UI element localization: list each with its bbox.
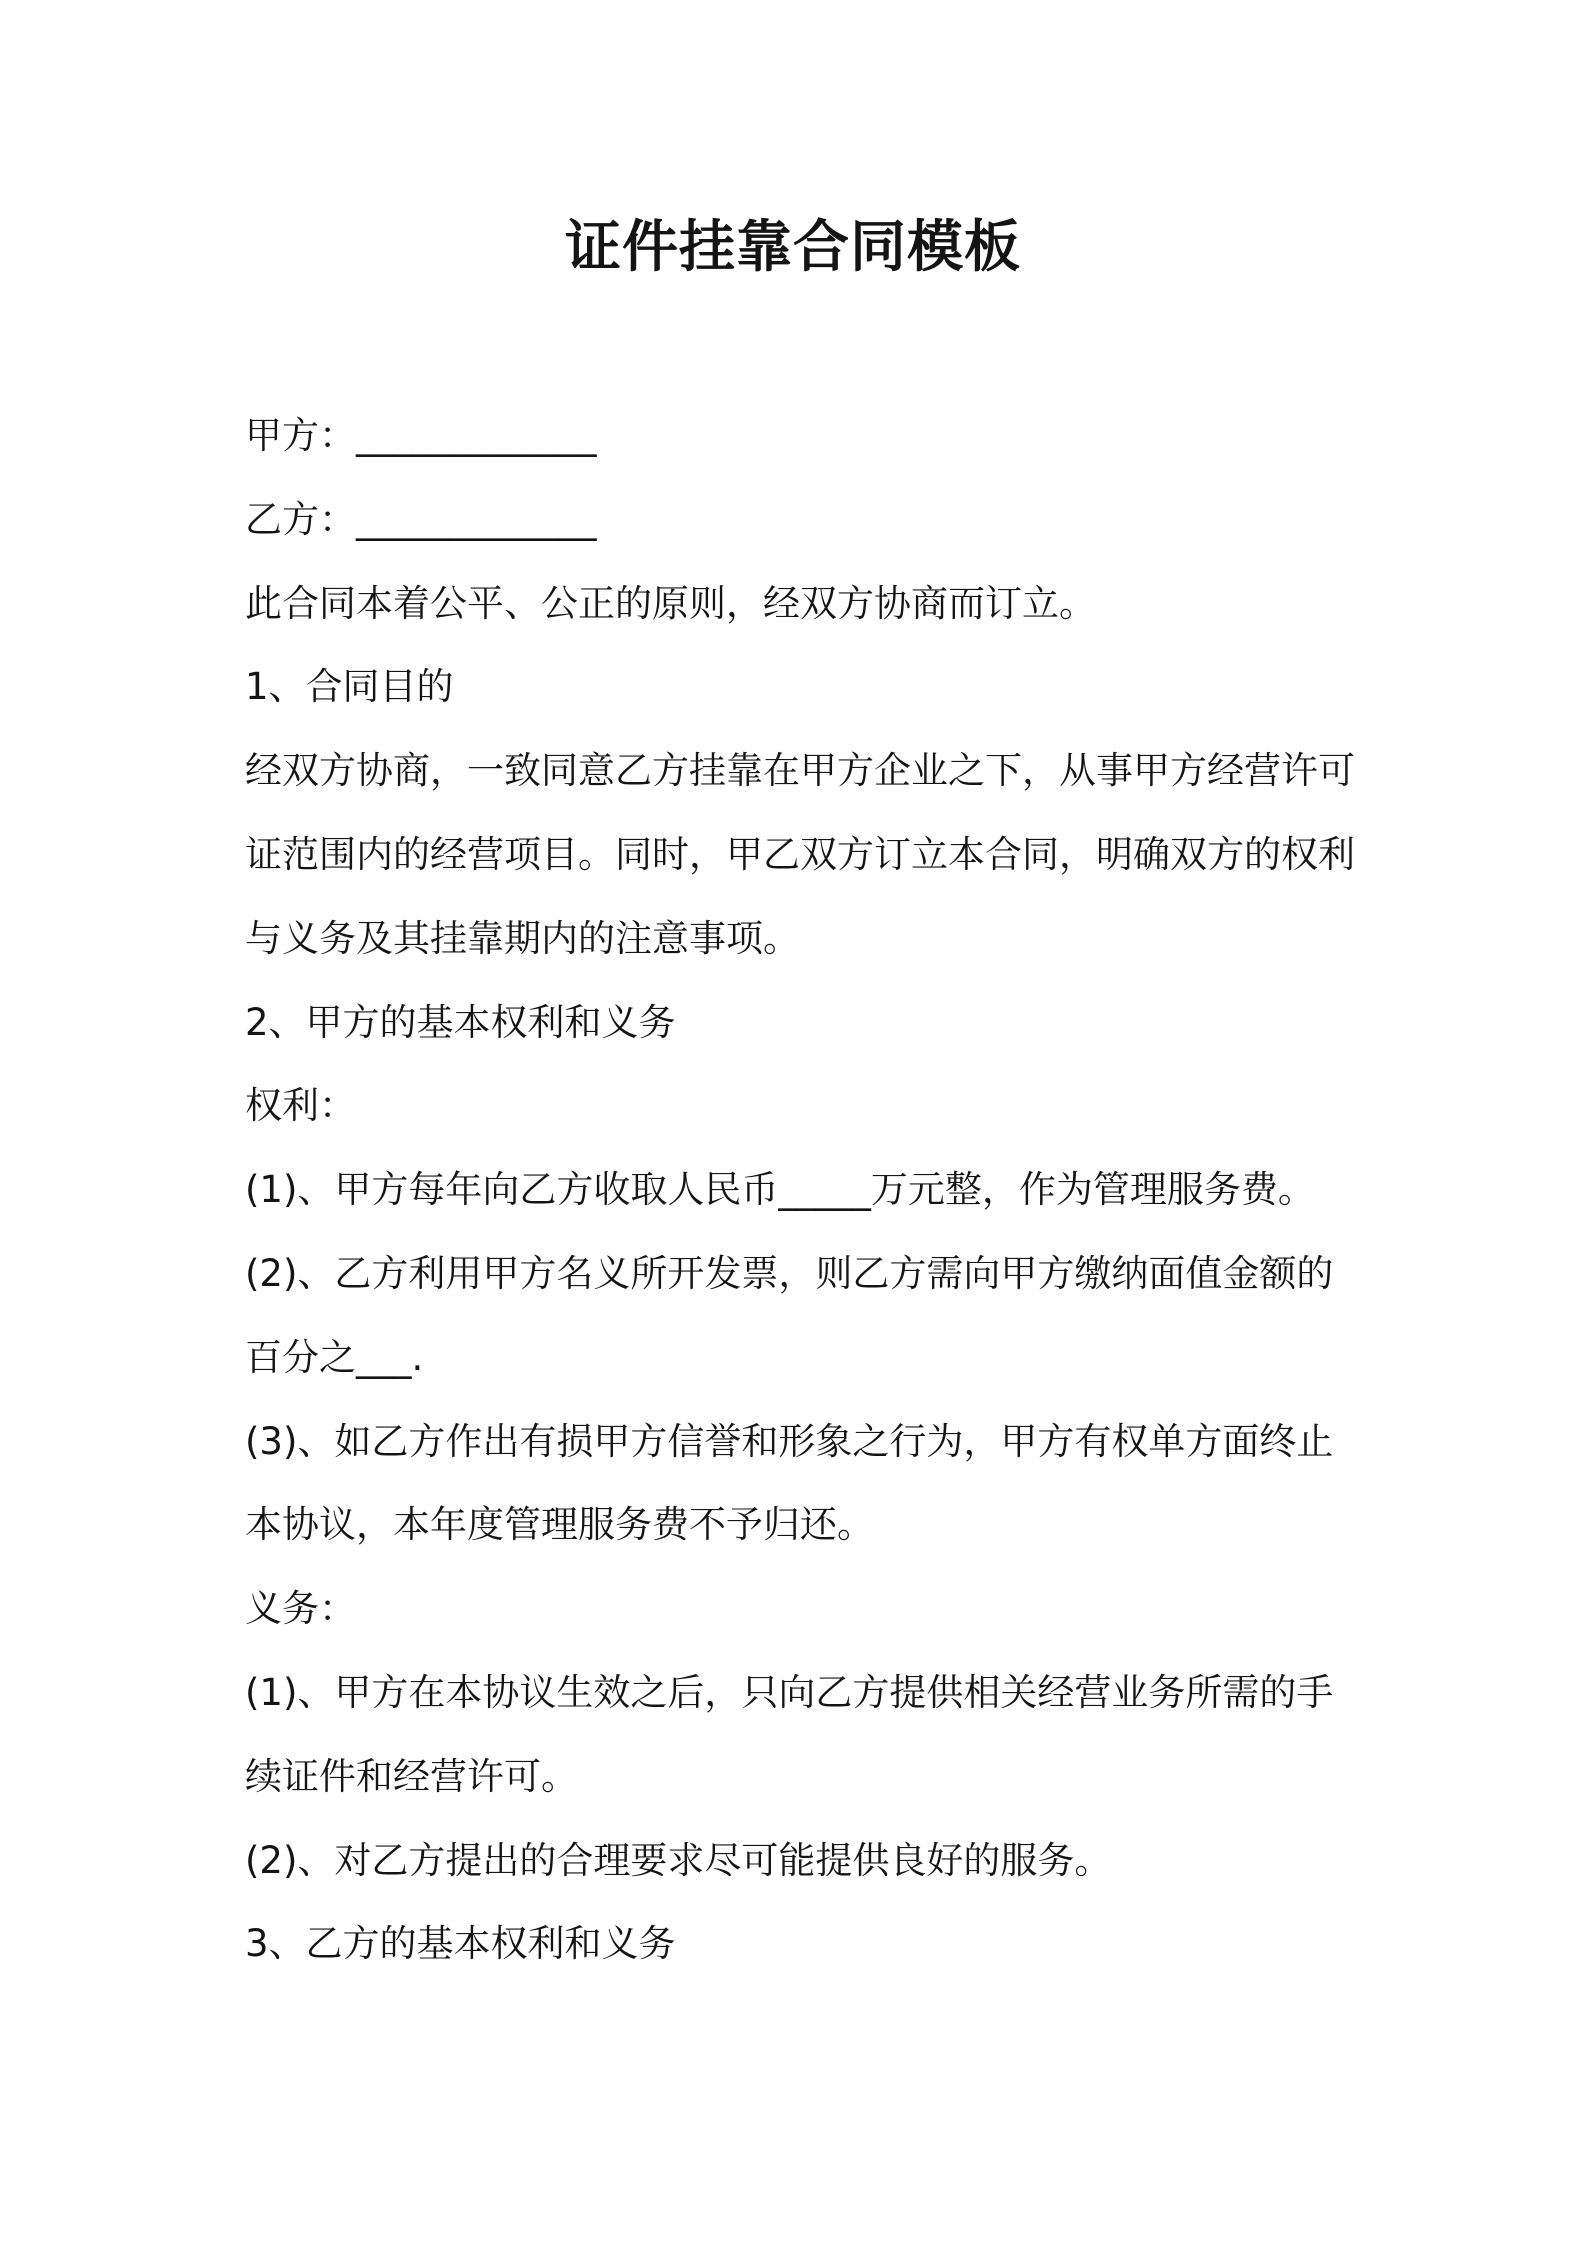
party-b-line [245,478,1445,562]
rights-item-line: (2)、乙方利用甲方名义所开发票，则乙方需向甲方缴纳面值金额的 [245,1251,1334,1295]
rights-item [245,1400,1445,1568]
duties-label: 义务： [245,1587,356,1631]
duties-item-line: (1)、甲方在本协议生效之后，只向乙方提供相关经营业务所需的手 [245,1670,1334,1714]
section-1-body-line: 经双方协商，一致同意乙方挂靠在甲方企业之下，从事甲方经营许可 [245,749,1355,793]
duties-item [245,1819,1445,1903]
section-1-body-line: 与义务及其挂靠期内的注意事项。 [245,916,800,960]
section-3 [245,1902,1445,1986]
rights-item-line: (3)、如乙方作出有损甲方信誉和形象之行为，甲方有权单方面终止 [245,1419,1334,1463]
section-1 [245,645,1445,980]
rights-item-line: 本协议，本年度管理服务费不予归还。 [245,1503,874,1547]
rights-item-line: 百分之___. [245,1335,424,1379]
preamble: 此合同本着公平、公正的原则，经双方协商而订立。 [245,581,1096,625]
section-2 [245,981,1445,1903]
duties-item-line: 续证件和经营许可。 [245,1754,578,1798]
section-1-body-line: 证范围内的经营项目。同时，甲乙双方订立本合同，明确双方的权利 [245,832,1355,876]
party-a-blank: _____________ [356,414,597,457]
document-title: 证件挂靠合同模板 [565,215,1021,280]
party-a-line [245,394,1445,478]
party-a-label: 甲方： [245,414,356,457]
duties-item-line: (2)、对乙方提出的合理要求尽可能提供良好的服务。 [245,1838,1112,1882]
party-b-label: 乙方： [245,497,356,541]
rights-item [245,1148,1445,1232]
document-body [245,394,1445,1986]
rights-item [245,1232,1445,1400]
rights-label: 权利： [245,1084,356,1128]
party-b-blank: _____________ [356,497,597,541]
duties-item [245,1651,1445,1819]
section-2-heading: 2、甲方的基本权利和义务 [245,1000,676,1044]
rights-item-line: (1)、甲方每年向乙方收取人民币_____万元整，作为管理服务费。 [245,1168,1315,1212]
section-1-heading: 1、合同目的 [245,665,454,709]
section-3-heading: 3、乙方的基本权利和义务 [245,1922,676,1966]
